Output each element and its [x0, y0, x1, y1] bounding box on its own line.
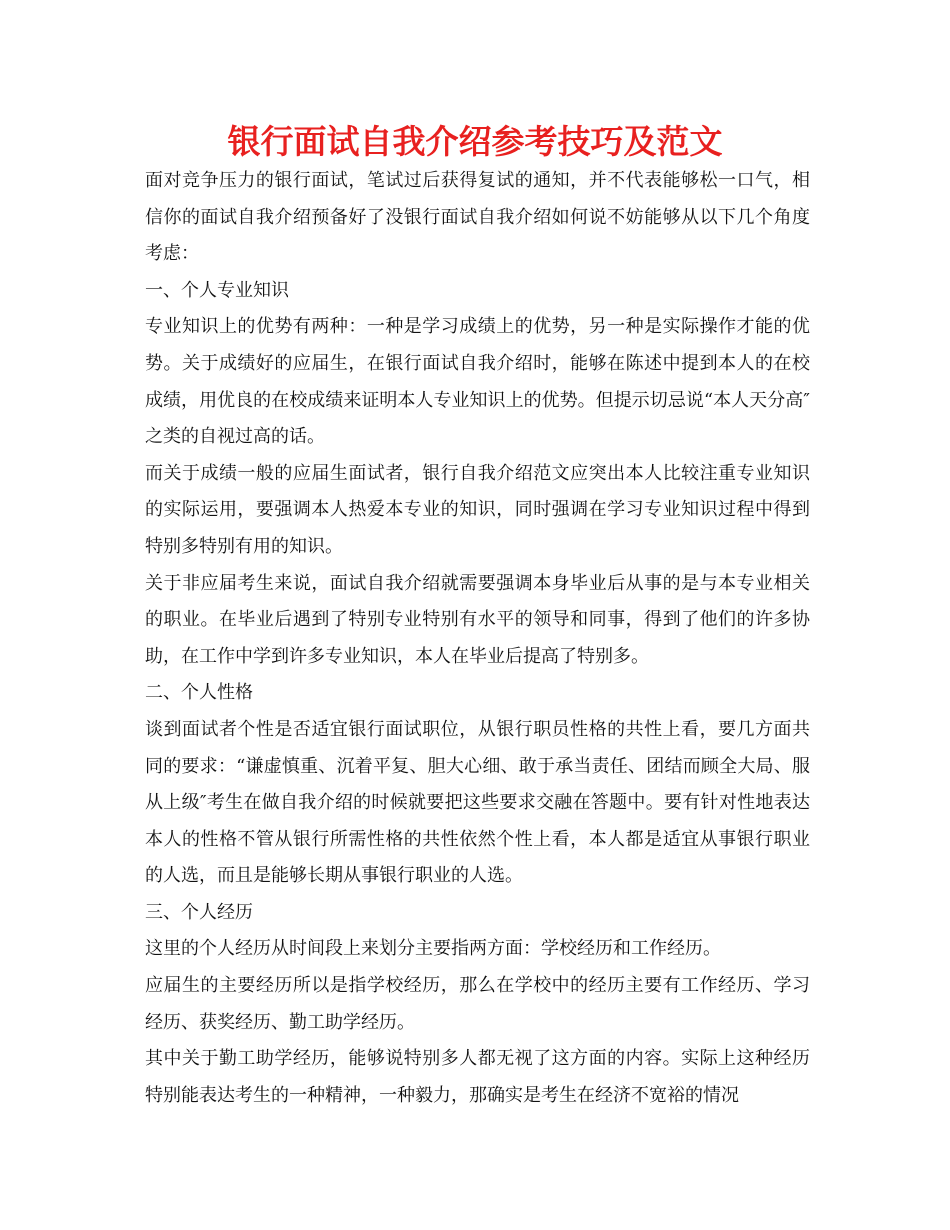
section-heading-professional-knowledge: 一、个人专业知识: [145, 279, 289, 301]
document-title: 银行面试自我介绍参考技巧及范文: [227, 122, 723, 161]
section-heading-personality: 二、个人性格: [145, 682, 253, 704]
paragraph-non-graduates: 关于非应届考生来说，面试自我介绍就需要强调本身毕业后从事的是与本专业相关的职业。在毕业后遇到了特别专业特别有水平的领导和同事，得到了他们的许多协助，在工作中学到许多专业知识，本人在毕业后提高了特别多。: [145, 572, 810, 667]
paragraph-personality: 谈到面试者个性是否适宜银行面试职位，从银行职员性格的共性上看，要几方面共同的要求：“谦虚慎重、沉着平复、胆大心细、敢于承当责任、团结而顾全大局、服从上级″考生在做自我介绍的时候就要把这些要求交融在答题中。要有针对性地表达本人的性格不管从银行所需性格的共性依然个性上看，本人都是适宜从事银行职业的人选，而且是能够长期从事银行职业的人选。: [145, 718, 810, 887]
paragraph-experience-periods: 这里的个人经历从时间段上来划分主要指两方面：学校经历和工作经历。: [145, 938, 721, 960]
paragraph-average-graduates: 而关于成绩一般的应届生面试者，银行自我介绍范文应突出本人比较注重专业知识的实际运用，要强调本人热爱本专业的知识，同时强调在学习专业知识过程中得到特别多特别有用的知识。: [145, 462, 810, 557]
paragraph-work-study: 其中关于勤工助学经历，能够说特别多人都无视了这方面的内容。实际上这种经历特别能表达考生的一种精神，一种毅力，那确实是考生在经济不宽裕的情况: [145, 1048, 810, 1106]
section-heading-experience: 三、个人经历: [145, 901, 253, 923]
intro-paragraph: 面对竞争压力的银行面试，笔试过后获得复试的通知，并不代表能够松一口气，相信你的面试自我介绍预备好了没银行面试自我介绍如何说不妨能够从以下几个角度考虑：: [145, 170, 810, 265]
paragraph-knowledge-advantages: 专业知识上的优势有两种：一种是学习成绩上的优势，另一种是实际操作才能的优势。关于成绩好的应届生，在银行面试自我介绍时，能够在陈述中提到本人的在校成绩，用优良的在校成绩来证明本人专业知识上的优势。但提示切忌说“本人天分高″之类的自视过高的话。: [145, 316, 810, 448]
document-body: [145, 163, 810, 1114]
paragraph-graduate-experience: 应届生的主要经历所以是指学校经历，那么在学校中的经历主要有工作经历、学习经历、获奖经历、勤工助学经历。: [145, 975, 810, 1033]
